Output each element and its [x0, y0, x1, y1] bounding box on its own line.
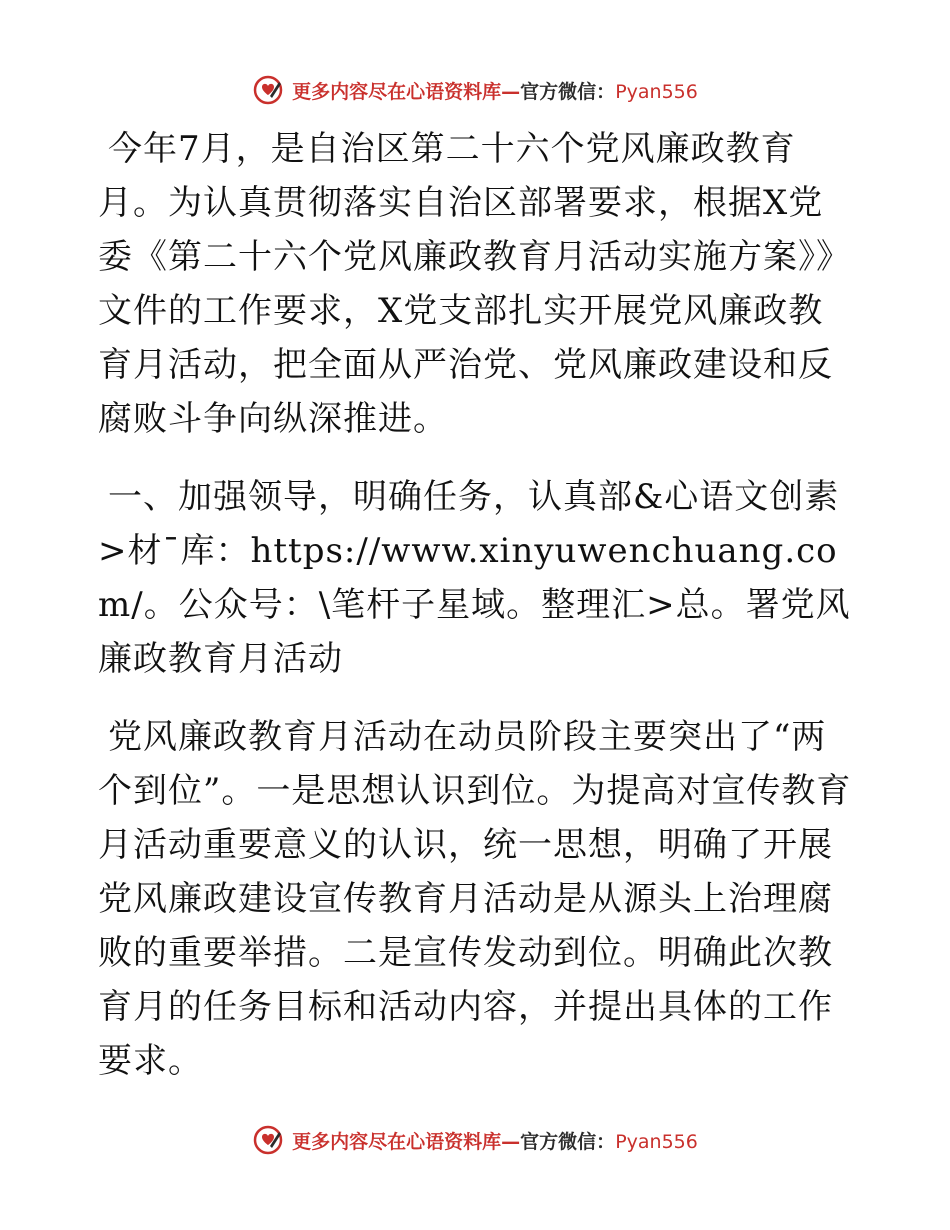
banner-wechat-id: Pyan556: [615, 1130, 698, 1153]
banner-dash: —: [501, 80, 521, 103]
header-banner-text: [292, 77, 698, 104]
footer-banner: [0, 1122, 950, 1158]
banner-dash: —: [501, 1130, 521, 1153]
banner-title: 更多内容尽在心语资料库: [292, 1130, 502, 1153]
banner-wechat-label: 官方微信：: [520, 80, 616, 103]
footer-banner-text: [292, 1127, 698, 1154]
heart-pen-icon: [252, 1124, 284, 1156]
document-body: [98, 122, 858, 1112]
heart-pen-icon: [252, 74, 284, 106]
paragraph-intro: 今年7月，是自治区第二十六个党风廉政教育月。为认真贯彻落实自治区部署要求，根据X党委《第二十六个党风廉政教育月活动实施方案》》文件的工作要求，X党支部扎实开展党风廉政教育月活动，把全面从严治党、党风廉政建设和反腐败斗争向纵深推进。: [98, 129, 851, 439]
paragraph-section-one: 一、加强领导，明确任务，认真部&心语文创素>材¯库：https://www.xinyuwenchuang.com/。公众号：\笔杆子星域。整理汇>总。署党风廉政教育月活动: [98, 477, 851, 679]
banner-wechat-id: Pyan556: [615, 80, 698, 103]
paragraph-mobilization: 党风廉政教育月活动在动员阶段主要突出了“两个到位”。一是思想认识到位。为提高对宣传教育月活动重要意义的认识，统一思想，明确了开展党风廉政建设宣传教育月活动是从源头上治理腐败的重要举措。二是宣传发动到位。明确此次教育月的任务目标和活动内容，并提出具体的工作要求。: [98, 717, 852, 1081]
banner-wechat-label: 官方微信：: [520, 1130, 616, 1153]
header-banner: [0, 72, 950, 108]
banner-title: 更多内容尽在心语资料库: [292, 80, 502, 103]
